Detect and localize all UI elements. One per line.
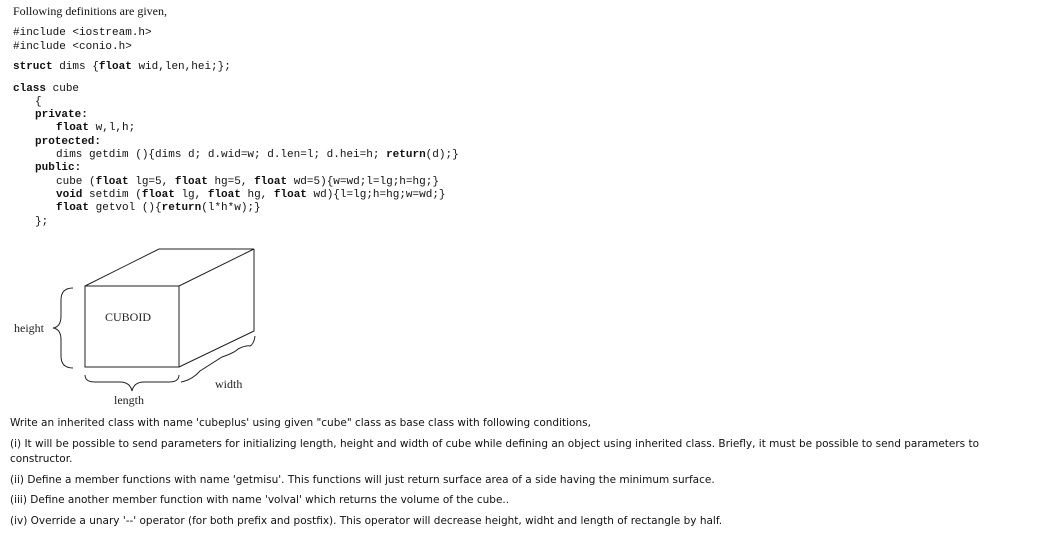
- code-getdim-line: [56, 149, 459, 162]
- code-text: hg,: [240, 189, 274, 201]
- code-keyword: float: [95, 176, 129, 188]
- code-keyword: return: [386, 149, 426, 161]
- code-close-brace: };: [35, 216, 49, 228]
- question-item-1: (i) It will be possible to send parameters for initializing length, height and width of cube while defining an object using inherited class. Briefly, it must be possible to send parameters to constructor.: [10, 438, 980, 465]
- code-text: lg=5,: [128, 176, 175, 188]
- code-keyword: float: [56, 202, 90, 214]
- code-keyword: struct: [13, 61, 53, 73]
- code-keyword: float: [98, 61, 132, 73]
- code-protected-label: protected:: [35, 136, 102, 148]
- cuboid-front-face: [85, 286, 179, 367]
- code-getvol-line: [56, 202, 261, 215]
- cuboid-top-face: [85, 249, 254, 286]
- code-keyword: class: [13, 83, 47, 95]
- code-keyword: void: [56, 189, 83, 201]
- code-keyword: float: [141, 189, 175, 201]
- length-label: length: [114, 393, 144, 407]
- code-text: w,l,h;: [89, 122, 136, 134]
- question-item-3: (iii) Define another member function with name 'volval' which returns the volume of the cube..: [10, 494, 510, 506]
- question-item-4: (iv) Override a unary '--' operator (for both prefix and postfix). This operator will decrease height, widht and length of rectangle by half.: [10, 515, 723, 527]
- code-keyword: float: [56, 122, 90, 134]
- code-open-brace: {: [35, 96, 42, 108]
- code-include-iostream: #include <iostream.h>: [13, 27, 152, 39]
- width-label: width: [215, 377, 243, 391]
- height-label: height: [14, 321, 44, 335]
- code-text: (d);}: [425, 149, 459, 161]
- code-keyword: float: [174, 176, 208, 188]
- code-private-members: [56, 122, 135, 135]
- code-text: lg,: [174, 189, 208, 201]
- height-brace: [53, 288, 73, 368]
- code-text: setdim (: [82, 189, 142, 201]
- code-keyword: float: [273, 189, 307, 201]
- cuboid-label: CUBOID: [105, 310, 152, 324]
- intro-text: Following definitions are given,: [13, 4, 167, 18]
- code-text: dims {: [52, 61, 99, 73]
- code-keyword: float: [254, 176, 288, 188]
- code-include-conio: #include <conio.h>: [13, 41, 132, 53]
- code-struct-line: [13, 61, 231, 74]
- code-setdim-line: [56, 189, 446, 202]
- code-text: dims getdim (){dims d; d.wid=w; d.len=l; d.hei=h;: [56, 149, 387, 161]
- code-public-label: public:: [35, 162, 82, 174]
- length-brace: [85, 375, 179, 391]
- width-brace: [181, 336, 255, 382]
- code-text: wid,len,hei;};: [131, 61, 231, 73]
- cuboid-diagram: [0, 240, 300, 412]
- cuboid-side-face: [179, 249, 254, 367]
- code-text: hg=5,: [207, 176, 255, 188]
- code-private-label: private:: [35, 109, 88, 121]
- code-text: getvol (){: [89, 202, 162, 214]
- code-class-line: [13, 83, 79, 96]
- code-text: wd=5){w=wd;l=lg;h=hg;}: [287, 176, 439, 188]
- code-text: cube: [46, 83, 80, 95]
- question-item-2: (ii) Define a member functions with name 'getmisu'. This functions will just return surface area of a side having the minimum surface.: [10, 474, 715, 486]
- code-keyword: float: [207, 189, 241, 201]
- code-text: wd){l=lg;h=hg;w=wd;}: [306, 189, 446, 201]
- question-intro: Write an inherited class with name 'cubeplus' using given "cube" class as base class with following conditions,: [10, 417, 591, 429]
- code-constructor-line: [56, 176, 439, 189]
- code-text: cube (: [56, 176, 96, 188]
- code-text: (l*h*w);}: [201, 202, 261, 214]
- code-keyword: return: [161, 202, 202, 214]
